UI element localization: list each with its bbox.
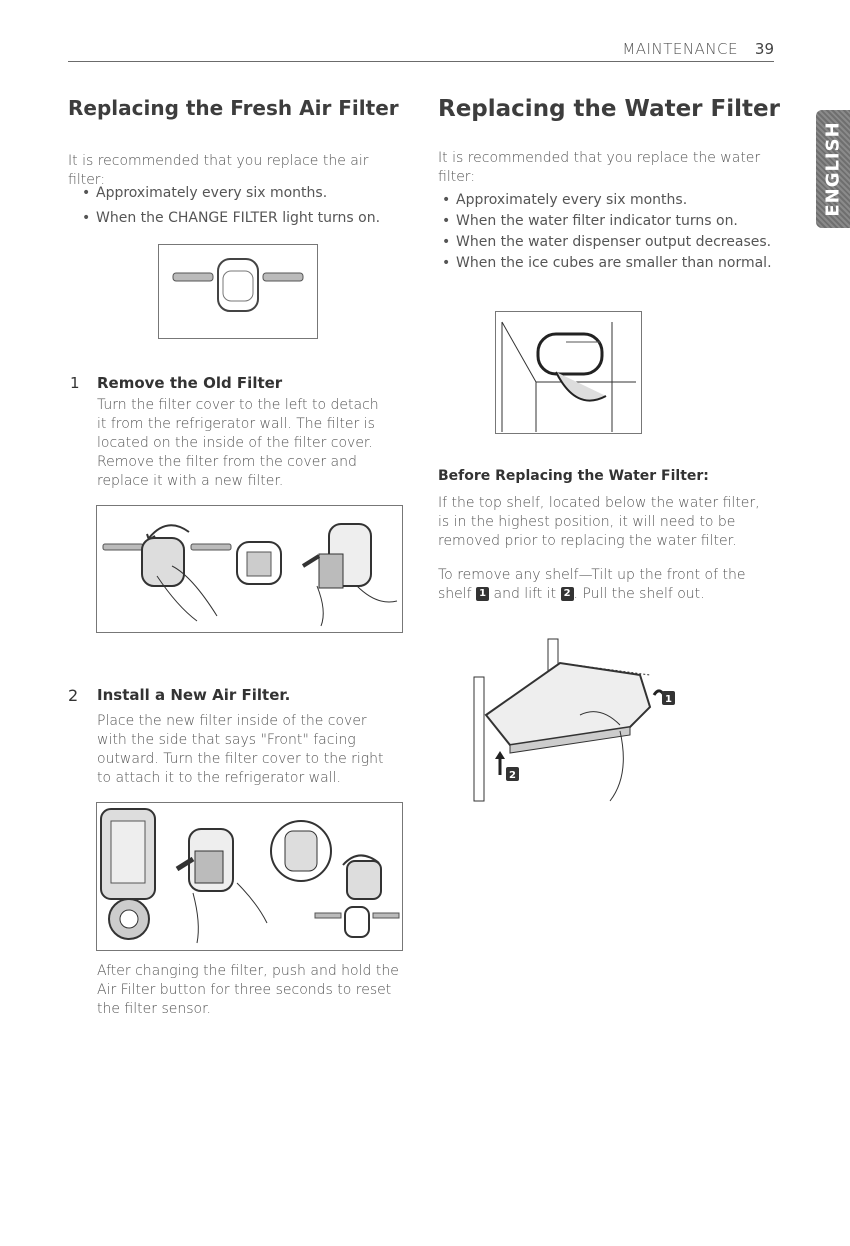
step-body: Place the new filter inside of the cover with the side that says "Front" facing outward. Turn the filter cover to the right to attach it to the refrigerator wall.: [97, 713, 384, 786]
water-filter-figure: [495, 311, 642, 434]
air-filter-heading: Replacing the Fresh Air Filter: [68, 96, 399, 120]
list-item: • When the water filter indicator turns on.: [440, 212, 775, 231]
step-badge: 2: [561, 587, 574, 601]
callout-label: 2: [509, 770, 516, 781]
install-filter-illustration: [97, 803, 402, 950]
water-filter-heading: Replacing the Water Filter: [438, 96, 780, 122]
step-title: Install a New Air Filter.: [97, 686, 291, 704]
air-filter-cover-illustration: [159, 245, 317, 338]
shelf-tilt-paragraph: To remove any shelf—Tilt up the front of the shelf 1 and lift it 2 . Pull the shelf out.: [438, 567, 746, 602]
callout-label: 1: [665, 694, 672, 705]
air-filter-cover-figure: [158, 244, 318, 339]
language-tab-label: ENGLISH: [822, 121, 844, 217]
air-filter-intro: It is recommended that you replace the air filter:: [68, 153, 369, 188]
list-item: • When the water dispenser output decreases.: [440, 233, 775, 252]
step-badge: 1: [476, 587, 489, 601]
water-filter-intro: It is recommended that you replace the water filter:: [438, 150, 761, 185]
install-filter-figure: [96, 802, 403, 951]
language-tab: [816, 110, 850, 228]
reset-sensor-note: After changing the filter, push and hold the Air Filter button for three seconds to reset the filter sensor.: [97, 963, 399, 1017]
remove-filter-illustration: [97, 506, 402, 632]
list-item: • Approximately every six months.: [80, 184, 400, 203]
shelf-removal-illustration: [470, 635, 690, 805]
step-body: Turn the filter cover to the left to detach it from the refrigerator wall. The filter is located on the inside of the filter cover. Remove the filter from the cover and replace it with a new filter.: [97, 397, 379, 489]
water-filter-bullets: [440, 191, 775, 273]
water-filter-illustration: [496, 312, 641, 433]
remove-filter-figure: [96, 505, 403, 633]
header-section-title: MAINTENANCE: [622, 40, 738, 58]
list-item: • When the CHANGE FILTER light turns on.: [80, 209, 400, 228]
step-title: Remove the Old Filter: [97, 374, 283, 392]
header-divider: [68, 61, 774, 62]
step-number: 1: [70, 374, 80, 392]
step-number: 2: [68, 686, 79, 705]
air-filter-bullets: [80, 184, 400, 228]
list-item: • When the ice cubes are smaller than normal.: [440, 254, 775, 273]
shelf-removal-figure: [470, 635, 690, 805]
page-number: 39: [754, 40, 774, 58]
shelf-removal-paragraph: If the top shelf, located below the water filter, is in the highest position, it will need to be removed prior to replacing the water filter.: [438, 495, 760, 549]
before-replacing-subheading: Before Replacing the Water Filter:: [438, 468, 709, 484]
list-item: • Approximately every six months.: [440, 191, 775, 210]
